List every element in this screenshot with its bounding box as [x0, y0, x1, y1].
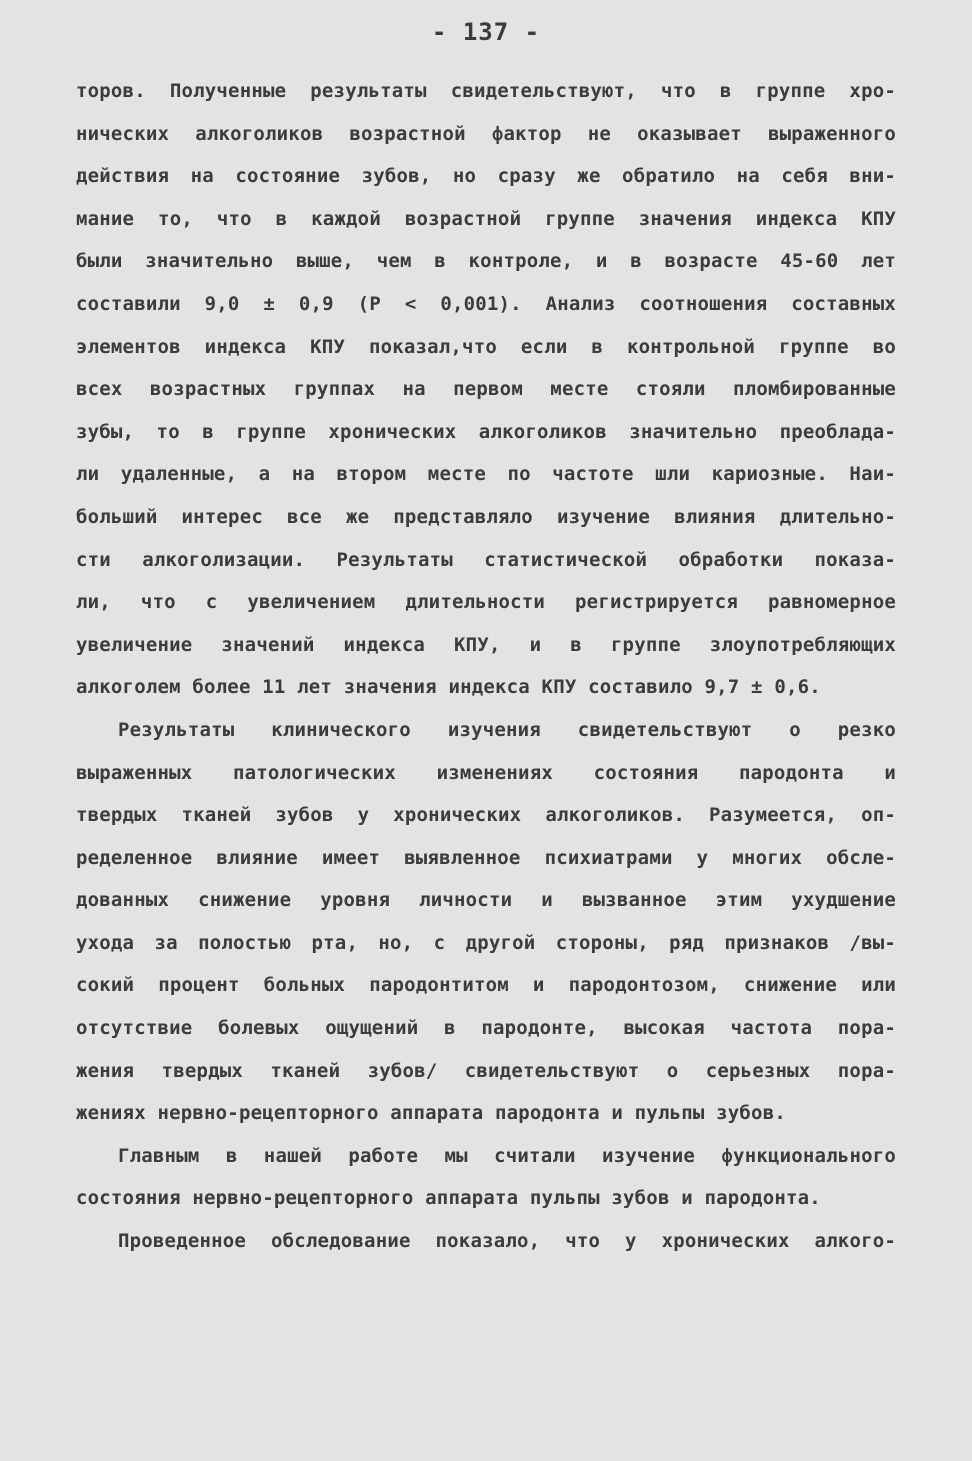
body-text: [76, 70, 896, 1263]
text-line: дованных снижение уровня личности и вызванное этим ухудшение: [76, 889, 896, 912]
page-number: - 137 -: [431, 18, 541, 46]
text-line: торов. Полученные результаты свидетельствуют, что в группе хро-: [76, 80, 896, 102]
text-line: увеличение значений индекса КПУ, и в группе злоупотребляющих: [76, 633, 896, 656]
text-line: Проведенное обследование показало, что у хронических алкого-: [118, 1230, 896, 1253]
text-line: больший интерес все же представляло изучение влияния длительно-: [76, 505, 896, 528]
text-line: состояния нервно-рецепторного аппарата пульпы зубов и пародонта.: [76, 1187, 821, 1210]
text-line: Результаты клинического изучения свидетельствуют о резко: [118, 718, 896, 741]
text-line: Главным в нашей работе мы считали изучение функционального: [118, 1144, 896, 1167]
text-line: ли, что с увеличением длительности регистрируется равномерное: [76, 591, 896, 614]
text-line: твердых тканей зубов у хронических алкоголиков. Разумеется, оп-: [76, 804, 896, 827]
text-line: алкоголем более 11 лет значения индекса КПУ составило 9,7 ± 0,6.: [76, 676, 821, 699]
text-line: жениях нервно-рецепторного аппарата пародонта и пульпы зубов.: [76, 1102, 786, 1125]
text-line: всех возрастных группах на первом месте стояли пломбированные: [76, 378, 896, 401]
text-line: выраженных патологических изменениях состояния пародонта и: [76, 761, 896, 784]
text-line: действия на состояние зубов, но сразу же обратило на себя вни-: [76, 165, 896, 188]
text-line: составили 9,0 ± 0,9 (P < 0,001). Анализ соотношения составных: [76, 292, 896, 315]
text-line: нических алкоголиков возрастной фактор не оказывает выраженного: [76, 122, 896, 145]
text-line: отсутствие болевых ощущений в пародонте, высокая частота пора-: [76, 1017, 896, 1040]
text-line: элементов индекса КПУ показал,что если в контрольной группе во: [76, 335, 896, 358]
text-line: ли удаленные, а на втором месте по частоте шли кариозные. Наи-: [76, 463, 896, 486]
text-line: жения твердых тканей зубов/ свидетельствуют о серьезных пора-: [76, 1059, 896, 1082]
text-line: ределенное влияние имеет выявленное психиатрами у многих обсле-: [76, 846, 896, 869]
text-line: были значительно выше, чем в контроле, и в возрасте 45-60 лет: [76, 250, 896, 273]
text-line: мание то, что в каждой возрастной группе значения индекса КПУ: [76, 207, 896, 230]
text-line: сокий процент больных пародонтитом и пародонтозом, снижение или: [76, 974, 896, 997]
text-line: сти алкоголизации. Результаты статистической обработки показа-: [76, 548, 896, 571]
text-line: зубы, то в группе хронических алкоголиков значительно преоблада-: [76, 420, 896, 443]
text-line: ухода за полостью рта, но, с другой стороны, ряд признаков /вы-: [76, 931, 896, 954]
